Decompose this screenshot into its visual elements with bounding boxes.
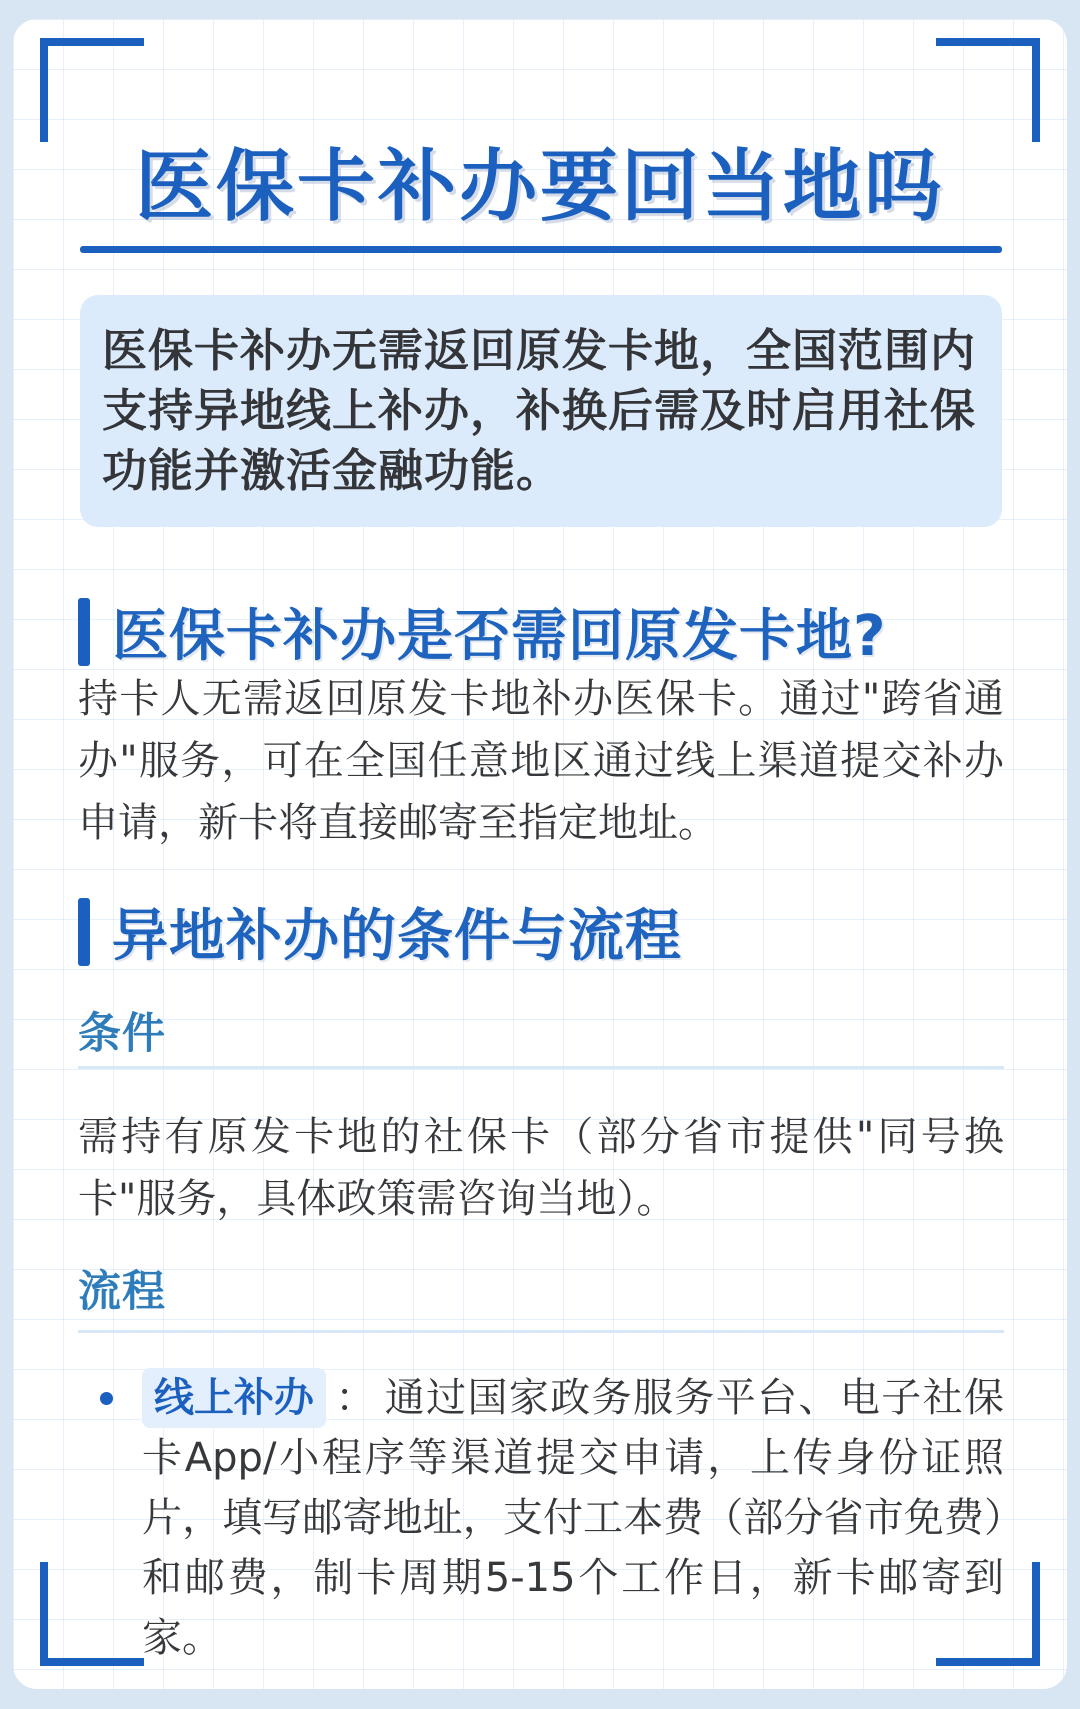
summary-card <box>80 295 1002 527</box>
section-heading-text: 异地补办的条件与流程 <box>112 904 682 969</box>
subsection-divider <box>78 1330 1004 1333</box>
bullet-separator: ： <box>334 1375 377 1421</box>
subsection-label-process: 流程 <box>78 1267 166 1317</box>
section-heading-replace-location <box>78 592 886 672</box>
bullet-item-online-replacement <box>142 1368 1004 1668</box>
section-heading-text: 医保卡补办是否需回原发卡地? <box>112 604 887 669</box>
summary-text: 医保卡补办无需返回原发卡地，全国范围内支持异地线上补办，补换后需及时启用社保功能并激活金融功能。 <box>102 324 977 497</box>
section-heading-conditions-process <box>78 892 682 972</box>
corner-bracket-bottom-left-icon <box>40 1562 144 1666</box>
bullet-dot-icon <box>100 1392 113 1405</box>
section-paragraph: 持卡人无需返回原发卡地补办医保卡。通过"跨省通办"服务，可在全国任意地区通过线上渠道提交补办申请，新卡将直接邮寄至指定地址。 <box>78 676 1004 846</box>
subsection-paragraph: 需持有原发卡地的社保卡（部分省市提供"同号换卡"服务，具体政策需咨询当地）。 <box>78 1114 1004 1222</box>
bullet-text: 通过国家政务服务平台、电子社保卡App/小程序等渠道提交申请，上传身份证照片，填写邮寄地址，支付工本费（部分省市免费）和邮费，制卡周期5-15个工作日，新卡邮寄到家。 <box>142 1375 1004 1661</box>
heading-accent-bar <box>78 598 90 666</box>
highlight-chip: 线上补办 <box>142 1368 326 1428</box>
page-title: 医保卡补办要回当地吗 <box>134 142 945 232</box>
subsection-label-conditions: 条件 <box>78 1009 166 1059</box>
subsection-divider <box>78 1066 1004 1069</box>
title-divider <box>80 246 1002 253</box>
heading-accent-bar <box>78 898 90 966</box>
